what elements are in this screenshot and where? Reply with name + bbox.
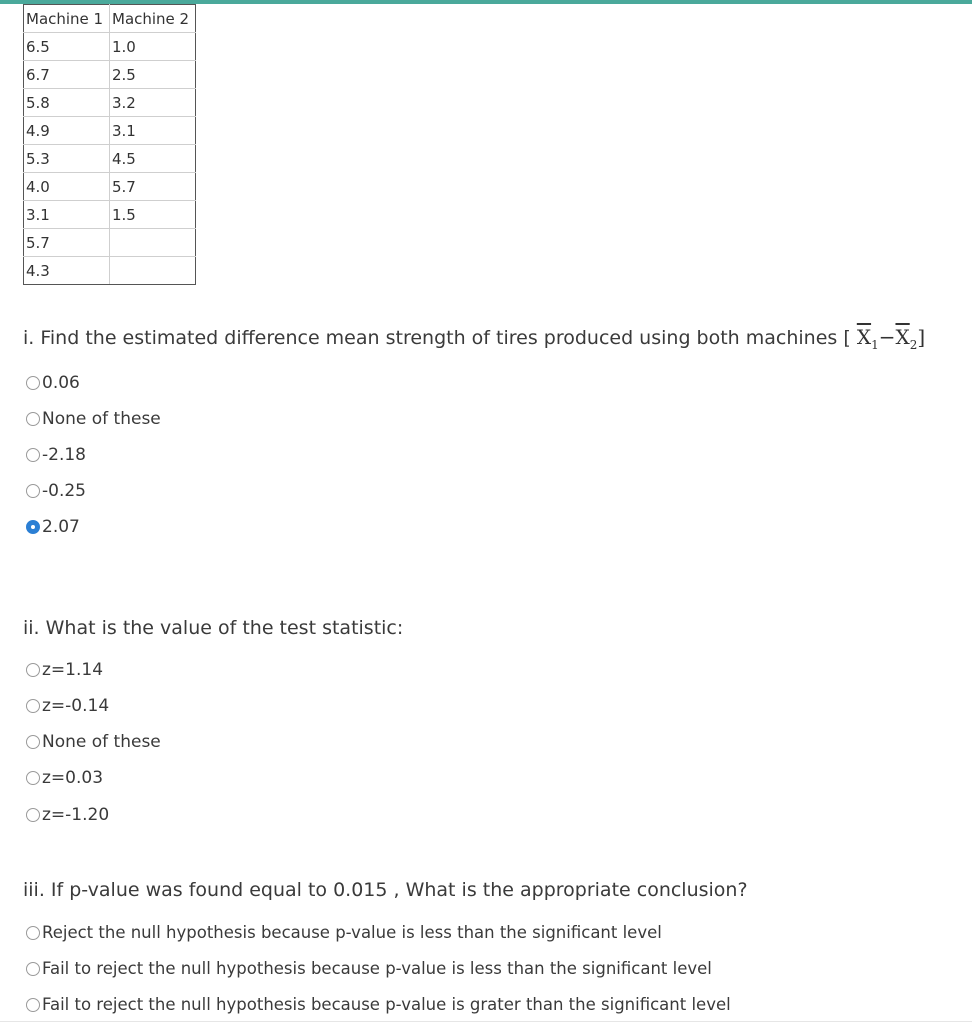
table-cell: 3.1 <box>110 117 196 145</box>
q1-option-2[interactable] <box>26 409 161 429</box>
table-row <box>24 145 196 173</box>
radio-button[interactable] <box>26 412 40 426</box>
table-row <box>24 61 196 89</box>
question-3-label: iii. If p-value was found equal to 0.015 , What is the appropriate conclusion? <box>23 879 748 901</box>
radio-button[interactable] <box>26 808 40 822</box>
radio-button[interactable] <box>26 699 40 713</box>
q2-option-3[interactable] <box>26 732 161 752</box>
option-label: z=0.03 <box>42 768 104 788</box>
option-label: 0.06 <box>42 373 80 393</box>
table-row <box>24 117 196 145</box>
table-cell: 4.3 <box>24 257 110 285</box>
table-row <box>24 229 196 257</box>
table-cell: 1.5 <box>110 201 196 229</box>
question-2-text <box>23 617 403 639</box>
option-label: -2.18 <box>42 445 86 465</box>
q1-option-1[interactable] <box>26 373 80 393</box>
table-cell: 1.0 <box>110 33 196 61</box>
table-cell <box>110 257 196 285</box>
table-row <box>24 201 196 229</box>
option-label: z=1.14 <box>42 660 104 680</box>
table-cell: 5.8 <box>24 89 110 117</box>
question-2-label: ii. What is the value of the test statistic: <box>23 617 404 639</box>
radio-button[interactable] <box>26 926 40 940</box>
radio-button[interactable] <box>26 484 40 498</box>
bottom-divider <box>0 1021 972 1022</box>
q3-option-1[interactable] <box>26 923 662 942</box>
radio-button[interactable] <box>26 998 40 1012</box>
radio-button-selected[interactable] <box>26 520 40 534</box>
question-1-text <box>23 325 925 352</box>
radio-button[interactable] <box>26 448 40 462</box>
option-label: Fail to reject the null hypothesis because p-value is less than the significant level <box>42 959 712 978</box>
table-cell: 3.2 <box>110 89 196 117</box>
question-1-label: i. Find the estimated difference mean strength of tires produced using both machines [ <box>23 327 851 349</box>
table-cell: 4.0 <box>24 173 110 201</box>
table-cell <box>110 229 196 257</box>
q1-option-5[interactable] <box>26 517 80 537</box>
q2-option-2[interactable] <box>26 696 109 716</box>
header-machine-1: Machine 1 <box>24 5 110 33</box>
question-3-text <box>23 879 748 901</box>
radio-button[interactable] <box>26 663 40 677</box>
mean-difference-formula: $\overline{X}_1-\overline{X}_2$] <box>856 325 926 352</box>
machine-data-table <box>23 4 196 285</box>
table-cell: 6.5 <box>24 33 110 61</box>
radio-button[interactable] <box>26 771 40 785</box>
table-row <box>24 33 196 61</box>
table-cell: 5.7 <box>110 173 196 201</box>
option-label: Fail to reject the null hypothesis because p-value is grater than the significant level <box>42 995 731 1014</box>
option-label: Reject the null hypothesis because p-value is less than the significant level <box>42 923 662 942</box>
table-header-row <box>24 5 196 33</box>
option-label: z=-0.14 <box>42 696 110 716</box>
option-label: 2.07 <box>42 517 80 537</box>
table-row <box>24 89 196 117</box>
q2-option-5[interactable] <box>26 805 109 825</box>
q3-option-3[interactable] <box>26 995 731 1014</box>
radio-button[interactable] <box>26 376 40 390</box>
radio-button[interactable] <box>26 962 40 976</box>
header-machine-2: Machine 2 <box>110 5 196 33</box>
q2-option-1[interactable] <box>26 660 103 680</box>
q1-option-3[interactable] <box>26 445 86 465</box>
table-row <box>24 257 196 285</box>
table-cell: 5.3 <box>24 145 110 173</box>
table-cell: 4.5 <box>110 145 196 173</box>
table-cell: 4.9 <box>24 117 110 145</box>
option-label: -0.25 <box>42 481 86 501</box>
table-row <box>24 173 196 201</box>
option-label: None of these <box>42 732 161 752</box>
q3-option-2[interactable] <box>26 959 712 978</box>
radio-button[interactable] <box>26 735 40 749</box>
q2-option-4[interactable] <box>26 768 103 788</box>
table-cell: 3.1 <box>24 201 110 229</box>
table-cell: 5.7 <box>24 229 110 257</box>
option-label: z=-1.20 <box>42 805 110 825</box>
table-cell: 6.7 <box>24 61 110 89</box>
q1-option-4[interactable] <box>26 481 86 501</box>
option-label: None of these <box>42 409 161 429</box>
table-cell: 2.5 <box>110 61 196 89</box>
